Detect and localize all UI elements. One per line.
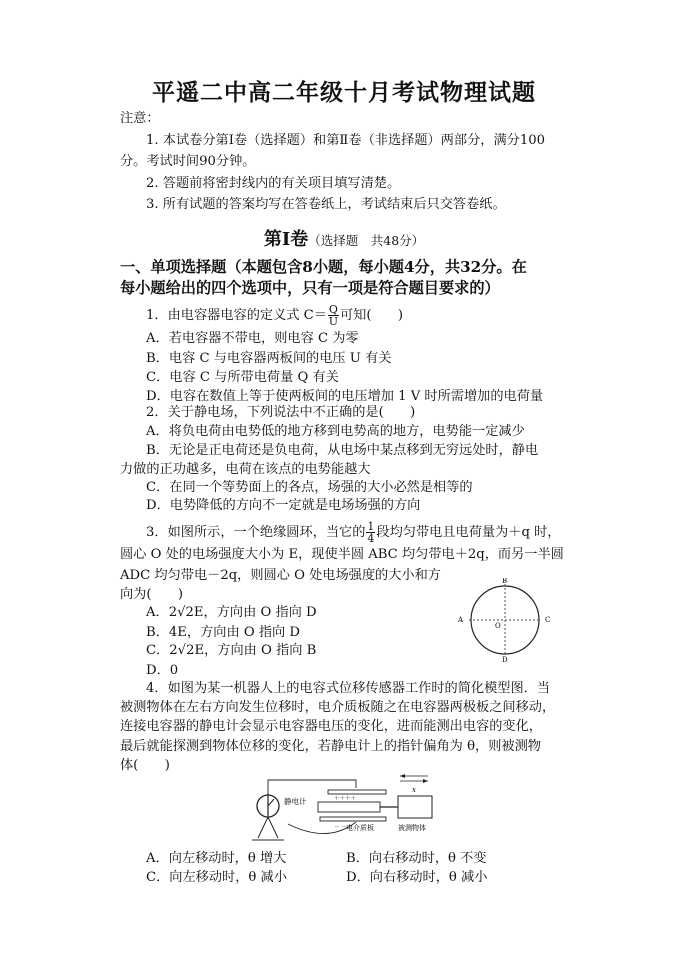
notice-item: 1. 本试卷分第Ⅰ卷（选择题）和第Ⅱ卷（非选择题）两部分，满分100: [146, 133, 545, 148]
option: D．电势降低的方向不一定就是电场场强的方向: [146, 498, 421, 513]
stem-text: 3．如图所示，一个绝缘圆环，当它的: [146, 525, 366, 540]
question-4-stem: 4．如图为某一机器人上的电容式位移传感器工作时的简化模型图．当: [146, 681, 551, 696]
section-subtitle: （选择题 共48分）: [308, 233, 425, 248]
stem-line: 连接电容器的静电计会显示电容器电压的变化，进而能测出电容的变化，: [120, 719, 542, 734]
electrometer-needle: [268, 799, 274, 806]
page-title: 平遥二中高二年级十月考试物理试题: [152, 79, 536, 106]
fraction: [366, 521, 375, 544]
stem-line: 圆心 O 处的电场强度大小为 E，现使半圆 ABC 均匀带电＋2q，而另一半圆: [120, 547, 564, 562]
stem-line: ADC 均匀带电－2q，则圆心 O 处电场强度的大小和方: [120, 568, 441, 583]
question-1-stem: [146, 304, 403, 327]
ring-diagram: [455, 578, 555, 662]
part-heading: 每小题给出的四个选项中，只有一项是符合题目要求的）: [120, 279, 500, 297]
plate-charge-plus: ＋＋＋＋: [334, 796, 357, 802]
option: B．4E，方向由 O 指向 D: [146, 625, 300, 640]
option: C．在同一个等势面上的各点，场强的大小必然是相等的: [146, 480, 473, 495]
fraction-denominator: U: [328, 315, 339, 328]
stem-line: 体( ): [120, 758, 170, 773]
dielectric-label: 电介质板: [346, 824, 374, 832]
section-heading: [0, 225, 688, 251]
plate-charge-minus: － －: [334, 825, 347, 831]
arrow-left-head: [400, 774, 405, 778]
question-3-stem: [146, 521, 560, 544]
notice-label: 注意：: [120, 111, 160, 126]
option: C．向左移动时，θ 减小: [146, 870, 287, 885]
sensor-diagram: [248, 772, 448, 850]
capacitor-plate-top: [328, 790, 386, 794]
stem-text: 1．由电容器电容的定义式 C＝: [146, 308, 327, 323]
label-C: C: [545, 616, 551, 624]
part-heading: 一、单项选择题（本题包含8小题，每小题4分，共32分。在: [120, 258, 527, 276]
label-D: D: [502, 656, 508, 662]
fraction-denominator: 4: [367, 532, 375, 545]
option: B．无论是正电荷还是负电荷，从电场中某点移到无穷远处时，静电: [146, 443, 539, 458]
option: C．2√2E，方向由 O 指向 B: [146, 643, 317, 658]
measured-object: [398, 796, 432, 818]
label-B: B: [502, 578, 508, 585]
notice-item: 3. 所有试题的答案均写在答卷纸上，考试结束后只交答卷纸。: [146, 197, 506, 212]
object-label: 被测物体: [398, 824, 426, 832]
label-A: A: [458, 616, 464, 624]
displacement-x-label: x: [412, 786, 416, 794]
label-O: O: [495, 622, 501, 630]
stem-text: 可知( ): [339, 308, 403, 323]
electrometer-label: 静电计: [284, 797, 307, 806]
notice-item: 2. 答题前将密封线内的有关项目填写清楚。: [146, 176, 401, 191]
stem-line: 被测物体在左右方向发生位移时，电介质板随之在电容器两极板之间移动，: [120, 700, 556, 715]
electrometer-stand: [258, 817, 278, 838]
fraction: [328, 304, 339, 327]
option: A．2√2E，方向由 O 指向 D: [146, 605, 317, 620]
arrow-right-head: [423, 779, 428, 783]
option-continued: 力做的正功越多，电荷在该点的电势能越大: [120, 462, 371, 477]
option: B．向右移动时，θ 不变: [346, 851, 487, 866]
capacitor-plate-bottom: [320, 817, 386, 821]
fraction-numerator: 1: [367, 520, 375, 533]
dielectric-plate: [318, 802, 380, 812]
option: B．电容 C 与电容器两板间的电压 U 有关: [146, 351, 392, 366]
option: D．向右移动时，θ 减小: [346, 870, 488, 885]
notice-item: 分。考试时间90分钟。: [120, 154, 256, 169]
stem-line: 向为( ): [120, 587, 184, 602]
question-2-stem: 2．关于静电场，下列说法中不正确的是( ): [146, 405, 416, 420]
option: D．0: [146, 663, 179, 678]
stem-line: 最后就能探测到物体位移的变化，若静电计上的指针偏角为 θ，则被测物: [120, 739, 541, 754]
option: D．电容在数值上等于使两板间的电压增加 1 V 时所需增加的电荷量: [146, 389, 544, 404]
option: C．电容 C 与所带电荷量 Q 有关: [146, 370, 339, 385]
option: A．向左移动时，θ 增大: [146, 851, 287, 866]
option: A．若电容器不带电，则电容 C 为零: [146, 331, 359, 346]
stem-text: 段均匀带电且电荷量为＋q 时，: [376, 525, 561, 540]
section-title: 第Ⅰ卷: [263, 229, 309, 250]
option: A．将负电荷由电势低的地方移到电势高的地方，电势能一定减少: [146, 424, 525, 439]
fraction-numerator: Q: [328, 303, 338, 316]
